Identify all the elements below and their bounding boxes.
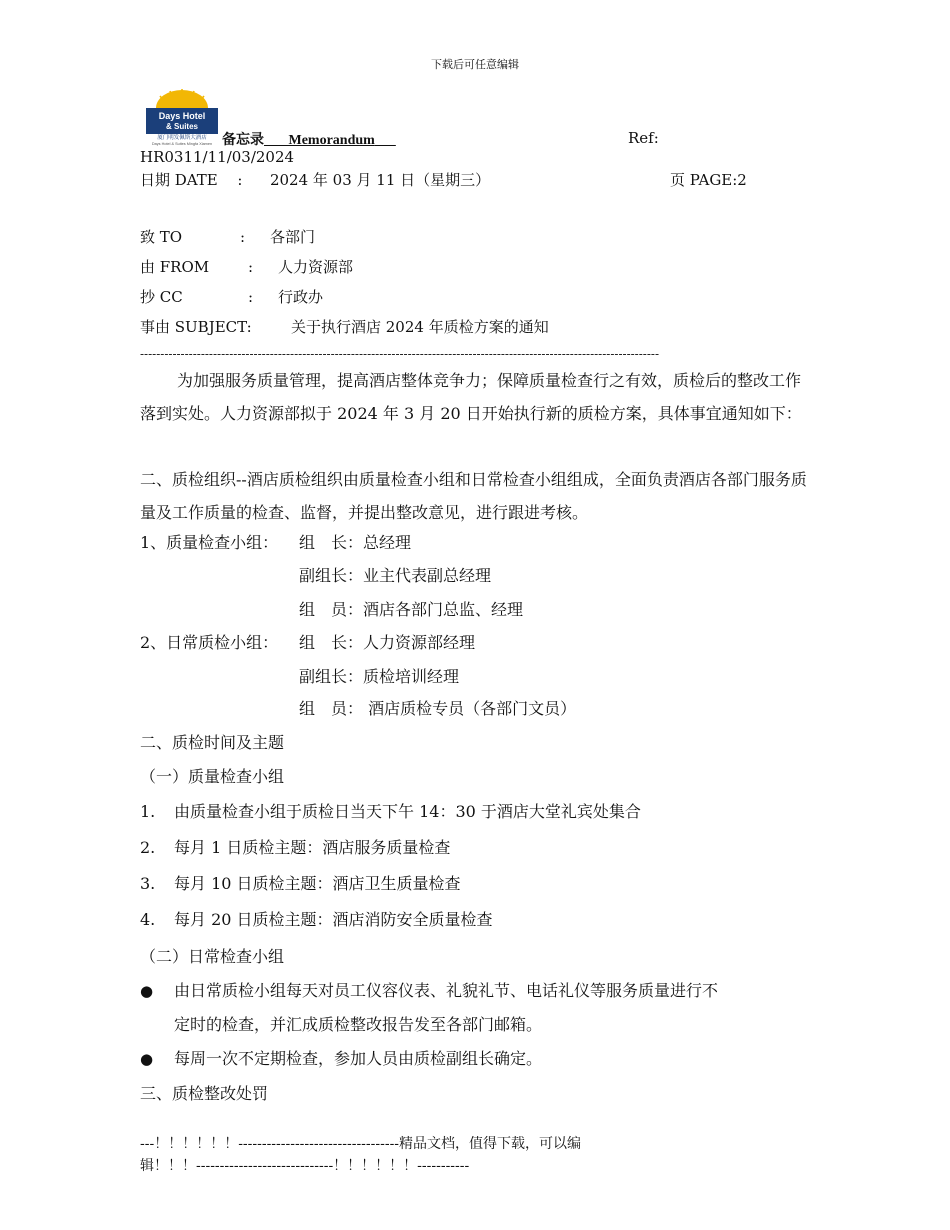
subsection-quality-group: （一）质量检查小组 [140, 767, 285, 786]
footer-line-2: 辑！！！-----------------------------！！！！！！----------- [140, 1158, 470, 1174]
group2-label: 2、日常质检小组： [140, 633, 279, 652]
date-colon: : [237, 171, 243, 189]
to-value: 各部门 [270, 228, 316, 246]
bullet-icon: ● [140, 982, 154, 1000]
svg-text:Days Hotel: Days Hotel [158, 111, 206, 121]
section-rectification: 三、质检整改处罚 [140, 1084, 269, 1103]
to-colon: : [240, 228, 246, 246]
bullet-icon: ● [140, 1050, 154, 1068]
group1-members: 组 员：酒店各部门总监、经理 [299, 600, 524, 619]
footer-line-1: ---！！！！！！----------------------------------精品文档，值得下载，可以编 [140, 1136, 582, 1152]
cc-label: 抄 CC [140, 288, 183, 306]
date-value: 2024 年 03 月 11 日（星期三） [269, 171, 491, 189]
bullet-item-continuation: 定时的检查，并汇成质检整改报告发至各部门邮箱。 [174, 1015, 543, 1034]
cc-value: 行政办 [278, 288, 324, 306]
subject-label: 事由 SUBJECT: [140, 318, 252, 336]
page-number: 页 PAGE:2 [670, 171, 747, 189]
subject-value: 关于执行酒店 2024 年质检方案的通知 [291, 318, 549, 336]
group1-title [140, 530, 411, 553]
bullet-item: ● 由日常质检小组每天对员工仪容仪表、礼貌礼节、电话礼仪等服务质量进行不 [140, 981, 719, 1000]
date-label: 日期 DATE [140, 171, 218, 189]
date-row [140, 169, 490, 190]
section-organization: 二、质检组织--酒店质检组织由质量检查小组和日常检查小组组成，全面负责酒店各部门服务质量及工作质量的检查、监督，并提出整改意见，进行跟进考核。 [140, 470, 807, 522]
memo-title-cn: 备忘录 [222, 133, 264, 148]
memo-title [222, 129, 396, 149]
group1-label: 1、质量检查小组： [140, 533, 279, 552]
group1-leader: 组 长：总经理 [299, 533, 412, 552]
list-item: 3. 每月 10 日质检主题：酒店卫生质量检查 [140, 874, 461, 893]
from-label: 由 FROM [140, 258, 210, 276]
group2-members: 组 员： 酒店质检专员（各部门文员） [299, 699, 577, 718]
top-note: 下载后可任意编辑 [431, 58, 519, 71]
hotel-logo [142, 88, 222, 146]
ref-number: HR0311/11/03/2024 [140, 148, 295, 166]
group2-leader: 组 长：人力资源部经理 [299, 633, 476, 652]
to-label: 致 TO [140, 228, 183, 246]
section-time-theme: 二、质检时间及主题 [140, 733, 285, 752]
list-item: 1. 由质量检查小组于质检日当天下午 14：30 于酒店大堂礼宾处集合 [140, 802, 641, 821]
svg-text:Days Hotel & Suites Mingfa Xia: Days Hotel & Suites Mingfa Xiamen [151, 142, 213, 146]
from-row [140, 256, 353, 277]
ref-label: Ref: [628, 129, 659, 147]
svg-text:& Suites: & Suites [165, 122, 199, 131]
memo-title-en: Memorandum [288, 133, 375, 148]
intro-paragraph: 为加强服务质量管理，提高酒店整体竞争力；保障质量检查行之有效，质检后的整改工作落到实处。人力资源部拟于 2024 年 3 月 20 日开始执行新的质检方案，具体事宜通知如下： [140, 371, 802, 423]
cc-colon: : [248, 288, 254, 306]
separator-line: -------------------------------------------------------------------------------------------------------------------------------- [140, 347, 659, 361]
group1-vice: 副组长：业主代表副总经理 [299, 566, 492, 585]
subsection-daily-group: （二）日常检查小组 [140, 947, 285, 966]
to-row [140, 226, 315, 247]
from-value: 人力资源部 [278, 258, 354, 276]
from-colon: : [248, 258, 254, 276]
list-item: 4. 每月 20 日质检主题：酒店消防安全质量检查 [140, 910, 493, 929]
group2-title [140, 630, 475, 653]
list-item: 2. 每月 1 日质检主题：酒店服务质量检查 [140, 838, 451, 857]
svg-text:厦门明发佩斯大酒店: 厦门明发佩斯大酒店 [157, 135, 207, 141]
cc-row [140, 286, 323, 307]
subject-row [140, 316, 549, 337]
bullet-item: ● 每周一次不定期检查，参加人员由质检副组长确定。 [140, 1049, 543, 1068]
group2-vice: 副组长：质检培训经理 [299, 667, 460, 686]
